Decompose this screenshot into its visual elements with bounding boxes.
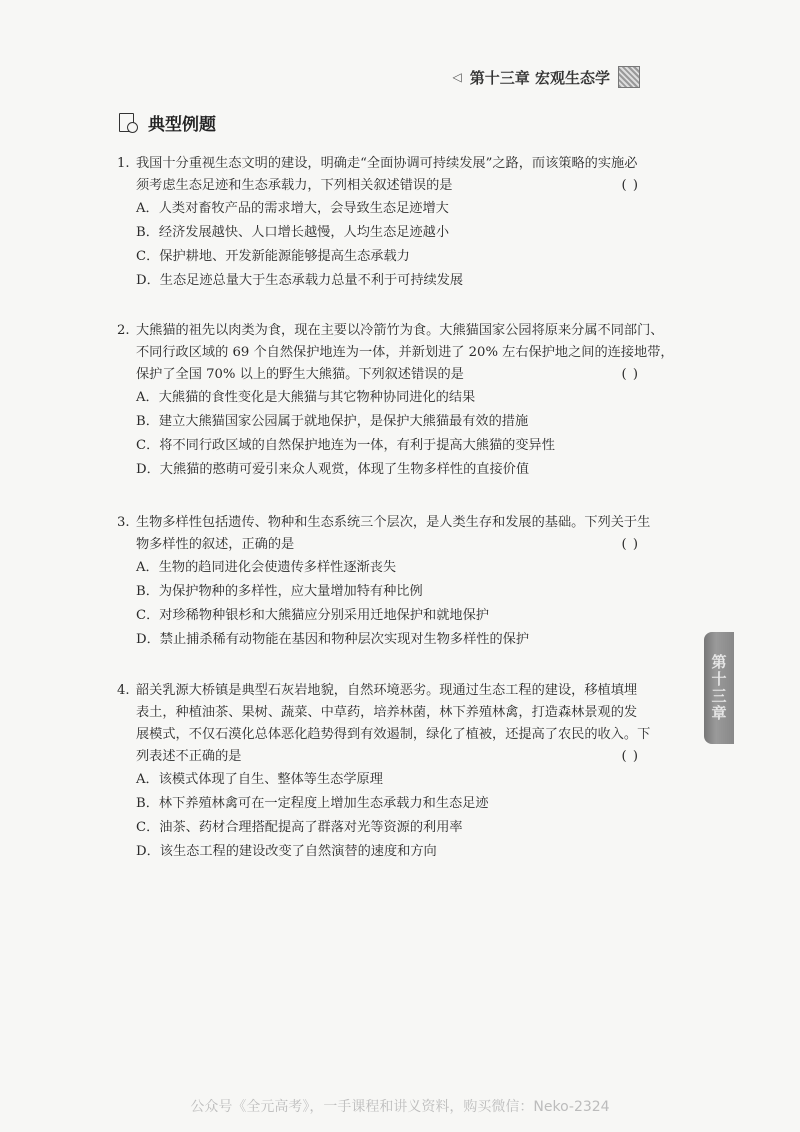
- option-a: A．大熊猫的食性变化是大熊猫与其它物种协同进化的结果: [136, 390, 476, 405]
- option-d: D．大熊猫的憨萌可爱引来众人观赏，体现了生物多样性的直接价值: [136, 462, 530, 477]
- answer-blank: ( ): [621, 537, 639, 552]
- chapter-side-tab: [704, 632, 734, 744]
- option-a: A．生物的趋同进化会使遗传多样性逐渐丧失: [136, 560, 397, 575]
- question-number: 2.: [117, 323, 130, 338]
- question-stem-line: 表土，种植油茶、果树、蔬菜、中草药，培养林菌，林下养殖林禽，打造森林景观的发: [136, 705, 638, 720]
- question-3: [117, 512, 651, 652]
- section-title: 典型例题: [148, 115, 216, 135]
- option-d: D．禁止捕杀稀有动物能在基因和物种层次实现对生物多样性的保护: [136, 632, 530, 647]
- option-d: D．生态足迹总量大于生态承载力总量不利于可持续发展: [136, 273, 464, 288]
- chapter-header: [453, 66, 640, 88]
- option-b: B．林下养殖林禽可在一定程度上增加生态承载力和生态足迹: [136, 796, 489, 811]
- option-c: C．保护耕地、开发新能源能够提高生态承载力: [136, 249, 410, 264]
- option-d: D．该生态工程的建设改变了自然演替的速度和方向: [136, 844, 437, 859]
- question-stem-line: 展模式，不仅石漠化总体恶化趋势得到有效遏制，绿化了植被，还提高了农民的收入。下: [136, 727, 651, 742]
- question-stem-line: 韶关乳源大桥镇是典型石灰岩地貌，自然环境恶劣。现通过生态工程的建设，移植填埋: [136, 683, 638, 698]
- question-stem-line: 不同行政区域的 69 个自然保护地连为一体，并新划进了 20% 左右保护地之间的连接地带，: [136, 345, 674, 360]
- answer-blank: ( ): [621, 367, 639, 382]
- question-number: 4.: [117, 683, 130, 698]
- question-stem-line: 大熊猫的祖先以肉类为食，现在主要以冷箭竹为食。大熊猫国家公园将原来分属不同部门、: [136, 323, 664, 338]
- option-c: C．对珍稀物种银杉和大熊猫应分别采用迁地保护和就地保护: [136, 608, 489, 623]
- answer-blank: ( ): [621, 178, 639, 193]
- section-heading: [118, 110, 216, 135]
- side-tab-label: 第十三章: [709, 654, 728, 722]
- question-4: [117, 680, 651, 864]
- question-2: [117, 320, 674, 482]
- question-number: 3.: [117, 515, 130, 530]
- chapter-title: 第十三章 宏观生态学: [469, 68, 610, 87]
- question-number: 1.: [117, 156, 130, 171]
- option-b: B．为保护物种的多样性，应大量增加特有种比例: [136, 584, 423, 599]
- option-c: C．油茶、药材合理搭配提高了群落对光等资源的利用率: [136, 820, 463, 835]
- left-triangle-icon: ◁: [452, 70, 462, 84]
- option-b: B．经济发展越快、人口增长越慢，人均生态足迹越小: [136, 225, 450, 240]
- question-1: [117, 153, 647, 293]
- document-icon: [118, 113, 136, 133]
- question-stem-line: 物多样性的叙述，正确的是: [136, 537, 295, 552]
- option-a: A．该模式体现了自生、整体等生态学原理: [136, 772, 383, 787]
- option-b: B．建立大熊猫国家公园属于就地保护，是保护大熊猫最有效的措施: [136, 414, 529, 429]
- question-stem-line: 须考虑生态足迹和生态承载力，下列相关叙述错误的是: [136, 178, 453, 193]
- question-stem-line: 保护了全国 70% 以上的野生大熊猫。下列叙述错误的是: [136, 367, 464, 382]
- pattern-icon: [618, 66, 640, 88]
- question-stem-line: 我国十分重视生态文明的建设，明确走“全面协调可持续发展”之路，而该策略的实施必: [136, 156, 638, 171]
- question-stem-line: 生物多样性包括遗传、物种和生态系统三个层次，是人类生存和发展的基础。下列关于生: [136, 515, 651, 530]
- watermark-footer: 公众号《全元高考》，一手课程和讲义资料，购买微信：Neko-2324: [190, 1099, 610, 1115]
- question-stem-line: 列表述不正确的是: [136, 749, 242, 764]
- option-a: A．人类对畜牧产品的需求增大，会导致生态足迹增大: [136, 201, 449, 216]
- answer-blank: ( ): [621, 749, 639, 764]
- option-c: C．将不同行政区域的自然保护地连为一体，有利于提高大熊猫的变异性: [136, 438, 555, 453]
